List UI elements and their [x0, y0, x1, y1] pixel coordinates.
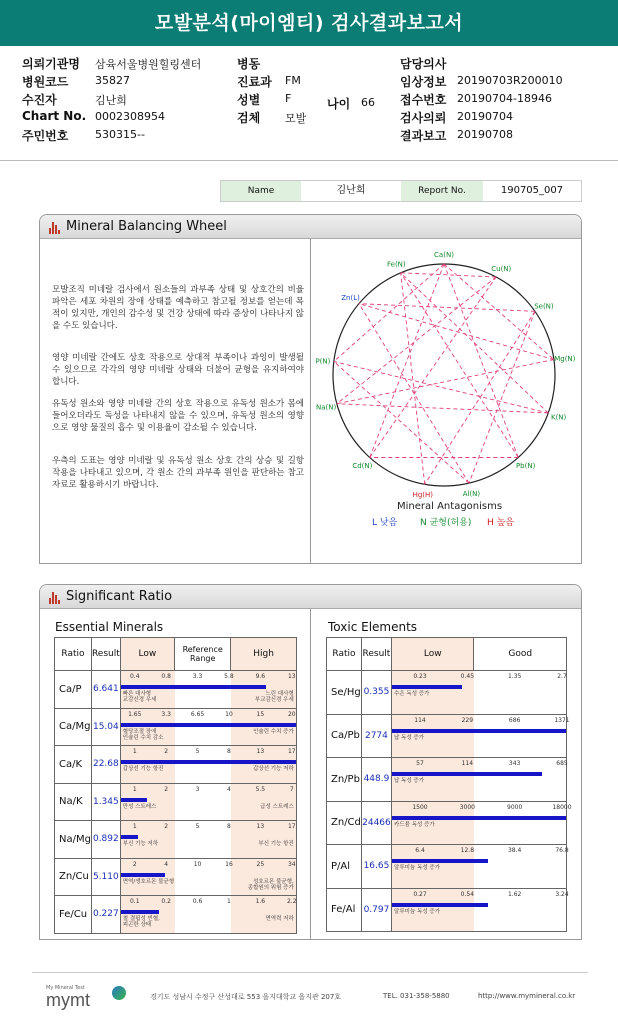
ratio-name: Ca/P	[55, 671, 92, 709]
divider	[0, 160, 618, 161]
low-note: 갑상선 기능 항진	[122, 766, 164, 772]
ratio-result: 5.110	[91, 858, 120, 896]
ratio-row	[327, 845, 567, 889]
wheel-node-label: P(N)	[315, 357, 331, 366]
ratio-name: P/Al	[327, 845, 362, 889]
report-value: 190705_007	[500, 185, 564, 196]
tick-label: 114	[414, 716, 426, 724]
antagonism-line	[370, 264, 444, 457]
tick-label: 3.3	[192, 673, 203, 680]
info-left-label: 의뢰기관명	[22, 57, 80, 71]
tick-label: 8	[227, 823, 231, 830]
footer-address: 경기도 성남시 수정구 산성대로 553 을지대학교 을지관 207호	[150, 993, 342, 1001]
high-note: 인슐린 수치 증가	[253, 728, 294, 735]
tick-label: 0.27	[413, 890, 427, 898]
wheel-legend-item: N 균형(허용)	[420, 518, 472, 528]
wheel-legend-item: L 낮음	[372, 518, 398, 528]
footer-url: http://www.mymineral.co.kr	[478, 992, 576, 1000]
ratio-section-header	[40, 585, 581, 609]
tick-label: 6.65	[190, 710, 205, 718]
ratio-name: Ca/K	[55, 746, 92, 784]
info-right-value: 20190703R200010	[457, 74, 563, 87]
ratio-bar	[392, 859, 488, 863]
info-left-value: 김난희	[95, 94, 127, 107]
ratio-result: 22.68	[91, 746, 120, 784]
essential-table	[54, 637, 297, 934]
high-note: 면역력 저하	[265, 916, 294, 922]
info-right-value: 20190704	[457, 110, 513, 123]
logo-globe-icon	[112, 986, 126, 1000]
wheel-node-label: Pb(N)	[515, 461, 536, 470]
low-note: 빠른 대사형 교감신경 우세	[122, 691, 157, 703]
ratio-row	[327, 714, 567, 758]
tick-label: 1.62	[507, 890, 522, 898]
tick-label: 5	[195, 823, 200, 830]
tick-label: 3.3	[161, 710, 171, 718]
tick-label: 2	[132, 860, 137, 868]
info-right-label: 임상정보	[400, 75, 447, 89]
essential-title: Essential Minerals	[55, 620, 164, 634]
ratio-result: 0.797	[361, 888, 391, 932]
report-label: Report No.	[401, 181, 483, 201]
high-note: 급성 스트레스	[260, 803, 294, 810]
tick-label: 1	[132, 748, 137, 755]
footer-divider	[32, 972, 588, 973]
info-left-label: 병원코드	[22, 75, 69, 89]
report-title: 모발분석(마이엠티) 검사결과보고서	[0, 0, 618, 46]
tick-label: 0.6	[192, 898, 203, 905]
tick-label: 0.23	[413, 673, 427, 680]
low-note: 납 독성 증가	[394, 778, 425, 784]
ratio-bar	[121, 723, 296, 727]
toxic-table	[326, 637, 572, 932]
tick-label: 0.45	[460, 673, 475, 680]
ratio-result: 448.9	[361, 758, 391, 802]
tick-label: 18000	[552, 803, 572, 811]
tick-label: 13	[287, 673, 296, 680]
wheel-node-label: Fe(N)	[387, 260, 406, 269]
antagonism-line	[370, 277, 496, 457]
antagonism-label: Mineral Antagonisms	[397, 501, 503, 512]
info-left-value: 35827	[95, 74, 130, 87]
table-header: High	[231, 638, 296, 671]
ratio-row	[327, 801, 567, 845]
name-report-box	[220, 180, 582, 202]
info-right-value: 20190708	[457, 128, 513, 141]
ratio-row	[327, 758, 567, 802]
tick-label: 3	[195, 785, 200, 793]
low-note: 부신 기능 저하	[122, 841, 159, 847]
high-note: 갑상선 기능 저하	[253, 766, 294, 772]
tick-label: 17	[287, 748, 296, 755]
info-left-label: 수진자	[22, 93, 57, 107]
ratio-row	[55, 671, 297, 709]
wheel-section-title: Mineral Balancing Wheel	[66, 219, 227, 234]
info-left-label: Chart No.	[22, 109, 87, 123]
tick-label: 1.65	[128, 710, 142, 718]
wheel-legend-item: H 높음	[487, 518, 515, 528]
tick-label: 10	[225, 710, 233, 718]
ratio-result: 0.355	[361, 671, 391, 715]
info-left-value: 삼육서울병원힐링센터	[95, 58, 202, 71]
antagonism-line	[337, 404, 549, 413]
wheel-node-label: Se(N)	[534, 302, 554, 311]
low-note: 혈당조절 장애 인슐린 수치 감소	[122, 728, 164, 741]
low-note: 알루미늄 독성 증가	[394, 908, 441, 915]
ratio-result: 2774	[361, 714, 391, 758]
high-note: 느린 대사형 부교감신경 우세	[254, 691, 294, 703]
tick-label: 76.8	[555, 847, 569, 854]
low-note: 만성 스트레스	[122, 803, 157, 810]
logo-tagline: My Mineral Test	[46, 985, 85, 991]
info-mid-value: FM	[285, 74, 301, 87]
tick-label: 12.8	[460, 847, 475, 854]
low-note: 카드뮴 독성 증가	[394, 821, 435, 828]
table-header: Low	[392, 638, 474, 671]
tick-label: 25	[256, 860, 265, 868]
ratio-row	[55, 821, 297, 859]
ratio-row	[55, 708, 297, 746]
name-label: Name	[221, 181, 301, 201]
tick-label: 1500	[412, 803, 428, 811]
table-header: Ratio	[327, 638, 362, 671]
chart-bars-icon	[49, 222, 61, 234]
wheel-paragraph: 우측의 도표는 영양 미네랄 및 유독성 원소 상호 간의 상승 및 길항 작용을 나타내고 있으며, 각 원소 간의 과부족 원인을 판단하는 참고자료로 활용하시기 바랍니다.	[52, 456, 304, 490]
tick-label: 15	[256, 710, 265, 718]
ratio-name: Na/K	[55, 783, 92, 821]
tick-label: 6.4	[415, 847, 425, 854]
tick-label: 34	[287, 860, 296, 868]
antagonism-line	[337, 360, 554, 404]
tick-label: 1.35	[507, 673, 522, 680]
tick-label: 2.2	[286, 898, 297, 905]
info-mid-value: 모발	[285, 112, 307, 125]
ratio-bar	[392, 903, 488, 907]
ratio-row	[55, 783, 297, 821]
ratio-bar	[392, 729, 566, 733]
ratio-result: 0.227	[91, 896, 120, 934]
ratio-name: Ca/Pb	[327, 714, 362, 758]
tick-label: 686	[508, 716, 521, 724]
wheel-section-header	[40, 215, 581, 239]
ratio-bar	[121, 835, 139, 839]
wheel-paragraph: 영양 미네랄 간에도 상호 작용으로 상대적 부족이나 과잉이 발생될 수 있으므로 각각의 영양 미네랄 상태와 더불어 균형을 유지하여야 합니다.	[52, 353, 304, 387]
age-value: 66	[361, 96, 375, 109]
tick-label: 13	[256, 823, 265, 830]
tick-label: 1	[132, 823, 137, 830]
antagonism-line	[359, 304, 535, 312]
tick-label: 16	[225, 860, 233, 868]
wheel-node-label: Hg(H)	[412, 491, 434, 500]
tick-label: 17	[287, 823, 296, 830]
ratio-row	[327, 671, 567, 715]
ratio-bar	[121, 873, 165, 877]
age-label: 나이	[327, 97, 351, 111]
info-right-label: 접수번호	[400, 93, 447, 107]
name-value: 김난희	[336, 185, 366, 196]
info-mid-label: 검체	[237, 111, 261, 125]
tick-label: 13	[256, 748, 265, 755]
table-header: Reference Range	[175, 638, 231, 671]
ratio-bar	[121, 798, 147, 802]
tick-label: 0.8	[161, 673, 171, 680]
info-mid-label: 진료과	[237, 75, 272, 89]
ratio-name: Zn/Cu	[55, 858, 92, 896]
mymt-logo: mymt	[46, 990, 90, 1010]
table-header: Result	[91, 638, 120, 671]
tick-label: 2.7	[557, 673, 567, 680]
tick-label: 3.24	[555, 890, 569, 898]
table-header: Ratio	[55, 638, 92, 671]
info-right-label: 담당의사	[400, 57, 447, 71]
mineral-wheel	[311, 251, 581, 531]
table-header: Result	[361, 638, 391, 671]
high-note: 부신 기능 항진	[258, 841, 294, 847]
chart-bars-icon	[49, 592, 61, 604]
tick-label: 20	[287, 710, 296, 718]
tick-label: 4	[164, 860, 169, 868]
info-left-value: 530315--	[95, 128, 145, 141]
low-note: 면역/생호르몬 불균형	[122, 878, 175, 885]
tick-label: 343	[508, 760, 521, 767]
low-note: 철 결핍성 빈혈, 피곤한 상태	[122, 916, 160, 928]
wheel-node-label: K(N)	[550, 413, 567, 422]
tick-label: 3000	[459, 803, 475, 811]
footer-tel: TEL. 031-358-5880	[383, 992, 450, 1000]
wheel-node-label: Cu(N)	[491, 265, 512, 274]
tick-label: 0.1	[129, 898, 140, 905]
info-mid-label: 성별	[237, 93, 261, 107]
ratio-name: Se/Hg	[327, 671, 362, 715]
ratio-bar	[392, 772, 542, 776]
ratio-result: 0.892	[91, 821, 120, 859]
ratio-name: Fe/Al	[327, 888, 362, 932]
wheel-node-label: Ca(N)	[434, 251, 454, 259]
tick-label: 5.5	[255, 785, 266, 793]
tick-label: 5	[195, 748, 200, 755]
tick-label: 685	[556, 760, 568, 767]
low-note: 수은 독성 증가	[394, 691, 430, 697]
info-mid-label: 병동	[237, 57, 261, 71]
ratio-name: Ca/Mg	[55, 708, 92, 746]
ratio-section-title: Significant Ratio	[66, 589, 173, 604]
info-left-value: 0002308954	[95, 110, 165, 123]
tick-label: 114	[461, 760, 474, 767]
tick-label: 10	[193, 860, 202, 868]
tick-label: 7	[289, 785, 294, 793]
tick-label: 1371	[554, 716, 570, 724]
ratio-result: 16.65	[361, 845, 391, 889]
antagonism-line	[444, 264, 518, 457]
high-note: 성호르몬 불균형, 종합원의 위험 증가	[247, 878, 294, 891]
ratio-bar	[392, 816, 566, 820]
tick-label: 5.8	[224, 673, 234, 680]
tick-label: 38.4	[507, 847, 522, 854]
ratio-row	[55, 746, 297, 784]
tick-label: 1.6	[255, 898, 266, 905]
low-note: 납 독성 증가	[394, 734, 425, 741]
tick-label: 0.4	[129, 673, 140, 680]
ratio-name: Na/Mg	[55, 821, 92, 859]
ratio-row	[55, 858, 297, 896]
wheel-node-label: Al(N)	[462, 489, 481, 498]
ratio-bar	[121, 760, 296, 764]
low-note: 알루미늄 독성 증가	[394, 865, 441, 871]
tick-label: 8	[227, 748, 231, 755]
tick-label: 9.6	[255, 673, 266, 680]
wheel-node-label: Cd(N)	[352, 461, 373, 470]
ratio-name: Zn/Cd	[327, 801, 362, 845]
tick-label: 229	[461, 716, 474, 724]
wheel-node-label: Mg(N)	[554, 355, 576, 364]
wheel-circle	[333, 264, 555, 486]
ratio-row	[55, 896, 297, 934]
info-left-label: 주민번호	[22, 129, 69, 143]
ratio-result: 6.641	[91, 671, 120, 709]
wheel-node-label: Zn(L)	[341, 294, 360, 303]
wheel-paragraph: 유독성 원소와 영양 미네랄 간의 상호 작용으로 유독성 원소가 몸에 들어오더라도 독성을 나타내지 않을 수 있으며, 유독성 원소의 영향으로 영양 물질의 흡수 및 이용율이 감소될 수 있습니다.	[52, 399, 304, 433]
ratio-result: 1.345	[91, 783, 120, 821]
ratio-bar	[392, 685, 462, 689]
ratio-result: 15.04	[91, 708, 120, 746]
tick-label: 2	[164, 823, 169, 830]
tick-label: 0.54	[460, 890, 475, 898]
table-header: Good	[474, 638, 567, 671]
toxic-title: Toxic Elements	[328, 620, 418, 634]
ratio-bar	[121, 685, 266, 689]
info-right-label: 검사의뢰	[400, 111, 447, 125]
tick-label: 57	[416, 760, 424, 767]
ratio-name: Zn/Pb	[327, 758, 362, 802]
tick-label: 4	[227, 785, 231, 793]
info-right-label: 결과보고	[400, 129, 447, 143]
ratio-result: 24466	[361, 801, 391, 845]
tick-label: 1	[132, 785, 137, 793]
tick-label: 2	[164, 748, 169, 755]
tick-label: 9000	[507, 803, 523, 811]
tick-label: 0.2	[161, 898, 171, 905]
table-header: Low	[120, 638, 174, 671]
info-right-value: 20190704-18946	[457, 92, 552, 105]
ratio-bar	[121, 910, 160, 914]
antagonism-line	[401, 273, 496, 277]
tick-label: 2	[164, 785, 169, 793]
ratio-row	[327, 888, 567, 932]
info-mid-value: F	[285, 92, 292, 105]
wheel-paragraph: 모발조직 미네랄 검사에서 원소들의 과부족 상태 및 상호간의 비율 파악은 세포 차원의 장애 상태를 예측하고 참고될 정보를 얻는데 목적이 있지만, 개인의 감수성 및 건강 상태에 따라 증상이 나타나지 않을 수도 있습니다.	[52, 285, 304, 331]
wheel-node-label: Na(N)	[316, 403, 337, 412]
tick-label: 1	[227, 898, 231, 905]
ratio-name: Fe/Cu	[55, 896, 92, 934]
